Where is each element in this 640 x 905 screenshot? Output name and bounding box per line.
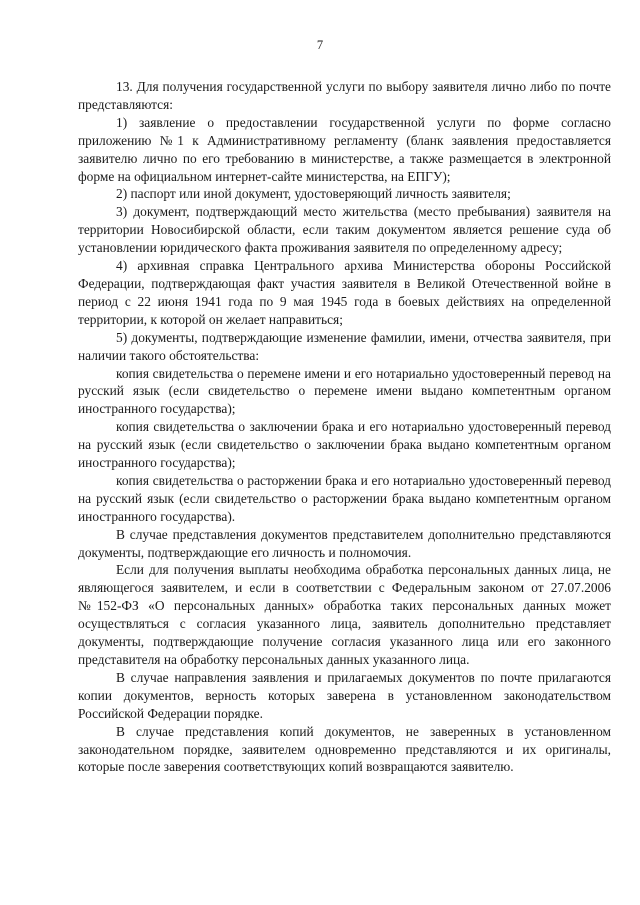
paragraph-item-4-archive-certificate: 4) архивная справка Центрального архива Министерства обороны Российской Федерации, подтверждающая факт участия заявителя в Великой Отечественной войне в период с 22 июня 1941 года по 9 мая 1945 года в боевых действиях на определенной территории, к которой он желает направиться; [78, 258, 611, 327]
paragraph-representative: В случае представления документов представителем дополнительно представляются документы, подтверждающие его личность и полномочия. [78, 526, 611, 560]
paragraph-13-intro: 13. Для получения государственной услуги по выбору заявителя лично либо по почте представляются: [78, 79, 611, 112]
paragraph-uncertified-copies: В случае представления копий документов, не заверенных в установленном законодательном порядке, заявителем одновременно представляются и их оригиналы, которые после заверения соответствующих копий возвращаются заявителю. [78, 723, 611, 775]
paragraph-item-1-application: 1) заявление о предоставлении государственной услуги по форме согласно приложению №1 к Административному регламенту (бланк заявления предоставляется заявителю лично по его требованию в министерстве, а также размещается в электронной форме на официальном интернет-сайте министерства, на ЕПГУ); [78, 114, 611, 184]
paragraph-item-3-residence: 3) документ, подтверждающий место жительства (место пребывания) заявителя на территории Новосибирской области, если таким документом является решение суда об установлении юридического факта проживания заявителя по определенному адресу; [78, 204, 611, 256]
paragraph-item-2-passport: 2) паспорт или иной документ, удостоверяющий личность заявителя; [116, 186, 511, 202]
page-number: 7 [316, 38, 324, 52]
paragraph-mail-submission: В случае направления заявления и прилагаемых документов по почте прилагаются копии документов, верность которых заверена в установленном законодательством Российской Федерации порядке. [78, 669, 611, 721]
paragraph-personal-data: Если для получения выплаты необходима обработка персональных данных лица, не являющегося заявителем, и если в соответствии с Федеральным законом от 27.07.2006 №152-ФЗ «О персональных данных» обработка таких персональных данных может осуществляться с согласия указанного лица, заявитель дополнительно представляет документы, подтверждающие получение согласия указанного лица или его законного представителя на обработку персональных данных указанного лица. [78, 562, 611, 667]
paragraph-name-change-certificate: копия свидетельства о перемене имени и его нотариально удостоверенный перевод на русский язык (если свидетельство о перемене имени выдано компетентным органом иностранного государства); [78, 365, 611, 417]
document-body [78, 78, 611, 776]
paragraph-divorce-certificate: копия свидетельства о расторжении брака и его нотариально удостоверенный перевод на русский язык (если свидетельство о расторжении брака выдано компетентным органом иностранного государства). [78, 472, 611, 524]
paragraph-item-5-name-change: 5) документы, подтверждающие изменение фамилии, имени, отчества заявителя, при наличии такого обстоятельства: [78, 329, 611, 363]
paragraph-marriage-certificate: копия свидетельства о заключении брака и его нотариально удостоверенный перевод на русский язык (если свидетельство о заключении брака выдано компетентным органом иностранного государства); [78, 419, 611, 471]
